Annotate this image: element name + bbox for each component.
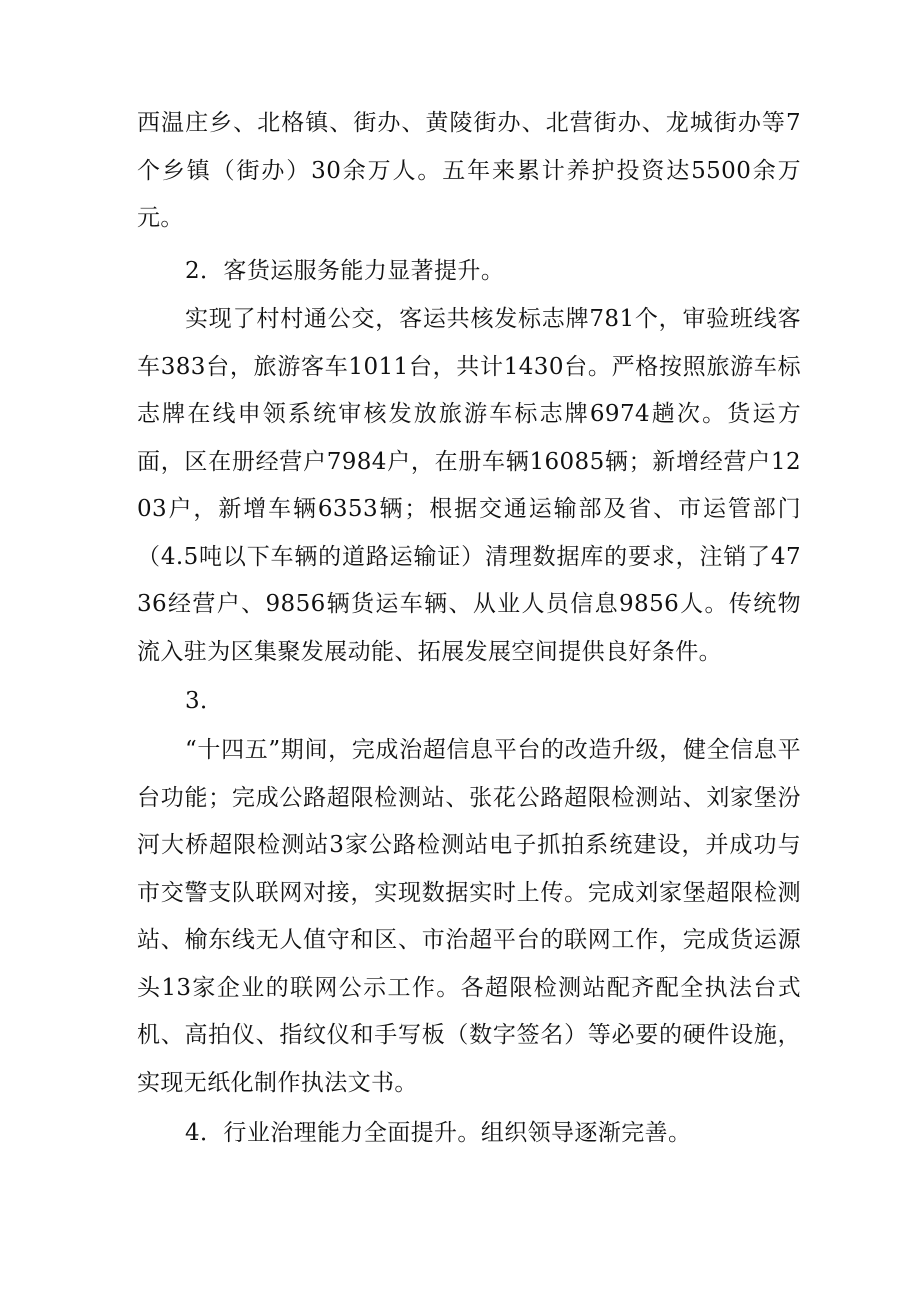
section-heading-2 [137, 248, 801, 296]
paragraph-text: 2．客货运服务能力显著提升。 [185, 258, 505, 284]
paragraph-overload-platform [137, 727, 801, 1107]
paragraph-text: “十四五”期间，完成治超信息平台的改造升级，健全信息平台功能；完成公路超限检测站、张花公路超限检测站、刘家堡汾河大桥超限检测站3家公路检测站电子抓拍系统建设，并成功与市交警支队联网对接，实现数据实时上传。完成刘家堡超限检测站、榆东线无人值守和区、市治超平台的联网工作，完成货运源头13家企业的联网公示工作。各超限检测站配齐配全执法台式机、高拍仪、指纹仪和手写板（数字签名）等必要的硬件设施，实现无纸化制作执法文书。 [137, 737, 801, 1096]
paragraph-text: 4．行业治理能力全面提升。组织领导逐渐完善。 [185, 1120, 692, 1146]
paragraph-passenger-freight [137, 296, 801, 676]
paragraph-text: 实现了村村通公交，客运共核发标志牌781个，审验班线客车383台，旅游客车1011台，共计1430台。严格按照旅游车标志牌在线申领系统审核发放旅游车标志牌6974趟次。货运方面，区在册经营户7984户，在册车辆16085辆；新增经营户1203户，新增车辆6353辆；根据交通运输部及省、市运管部门（4.5吨以下车辆的道路运输证）清理数据库的要求，注销了4736经营户、9856辆货运车辆、从业人员信息9856人。传统物流入驻为区集聚发展动能、拓展发展空间提供良好条件。 [137, 306, 801, 665]
section-heading-4 [137, 1110, 801, 1158]
paragraph-text: 西温庄乡、北格镇、街办、黄陵街办、北营街办、龙城街办等7个乡镇（街办）30余万人。五年来累计养护投资达5500余万元。 [137, 110, 801, 231]
paragraph-text: 3． [185, 688, 224, 714]
section-heading-3 [137, 678, 801, 726]
paragraph-continuation [137, 100, 801, 243]
